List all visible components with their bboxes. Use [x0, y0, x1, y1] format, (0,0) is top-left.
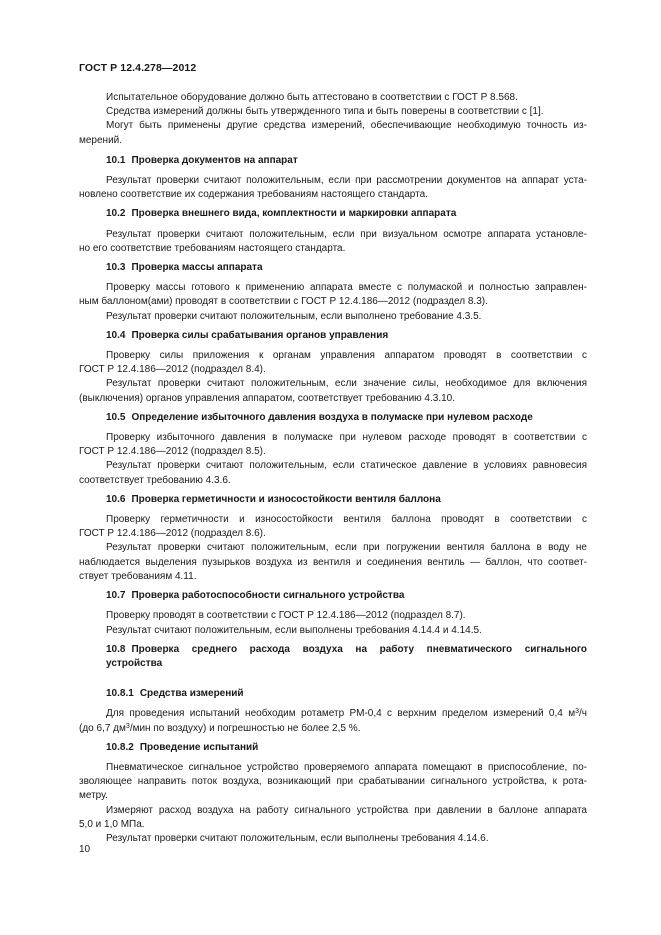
section-number: 10.8.1	[106, 688, 134, 700]
section-number: 10.2	[106, 208, 126, 220]
paragraph-line: ГОСТ Р 12.4.186—2012 (подраздел 8.4).	[79, 364, 266, 376]
paragraph-line: ГОСТ Р 12.4.186—2012 (подраздел 8.5).	[79, 446, 266, 458]
section-title: Проверка герметичности и износостойкости вентиля баллона	[131, 493, 441, 505]
section-number: 10.6	[106, 493, 126, 505]
section-heading-10-7	[79, 589, 587, 603]
section-title: Проверка работоспособности сигнального устройства	[131, 590, 405, 602]
section-title: Проверка внешнего вида, комплектности и маркировки аппарата	[131, 208, 457, 220]
section-title: Проверка силы срабатывания органов управления	[131, 329, 389, 341]
paragraph-line: Проверку силы приложения к органам управления аппаратом проводят в соответствии с	[106, 350, 587, 362]
intro-line: мерений.	[79, 134, 123, 146]
paragraph-line: зволяющее направить поток воздуха, возникающий при срабатывании сигнального устройства, к рота-	[79, 776, 587, 788]
section-heading-10-6	[79, 493, 587, 507]
paragraph-line: (выключения) органов управления аппаратом, соответствует требованию 4.3.10.	[79, 392, 456, 404]
paragraph-line: Для проведения испытаний необходим ротаметр РМ-0,4 с верхним пределом измерений 0,4 $м^3/ч$	[106, 708, 587, 720]
section-heading-10-2	[79, 207, 587, 221]
paragraph-line: Результат проверки считают положительным, если значение силы, необходимое для включения	[106, 378, 587, 390]
paragraph-line: Проверку массы готового к применению аппарата вместе с полумаской и полностью заправлен-	[106, 282, 587, 294]
section-title: Проверка документов на аппарат	[131, 154, 298, 166]
paragraph-line: Проверку герметичности и износостойкости вентиля баллона проводят в соответствии с	[106, 514, 587, 526]
paragraph-line: Измеряют расход воздуха на работу сигнального устройства при давлении в баллоне аппарата	[106, 804, 587, 816]
paragraph-line: ным баллоном(ами) проводят в соответствии с ГОСТ Р 12.4.186—2012 (подраздел 8.3).	[79, 296, 488, 308]
section-number: 10.3	[106, 262, 126, 274]
section-number: 10.8	[106, 643, 126, 655]
paragraph-line: но его соответствие требованиям настоящего стандарта.	[79, 242, 346, 254]
paragraph-line: Проверку проводят в соответствии с ГОСТ Р 12.4.186—2012 (подраздел 8.7).	[106, 610, 466, 622]
paragraph-line: ГОСТ Р 12.4.186—2012 (подраздел 8.6).	[79, 528, 266, 540]
paragraph-line: Результат проверки считают положительным, если при визуальном осмотре аппарата установле-	[106, 228, 587, 240]
section-heading-10-8-1	[79, 687, 587, 701]
paragraph-line: Результат считают положительным, если выполнены требования 4.14.4 и 4.14.5.	[106, 624, 482, 636]
standard-header: ГОСТ Р 12.4.278—2012	[79, 62, 197, 74]
section-title: Средства измерений	[139, 688, 244, 700]
paragraph-line: Проверку избыточного давления в полумаске при нулевом расходе проводят в соответствии с	[106, 432, 587, 444]
section-number: 10.7	[106, 590, 126, 602]
section-heading-10-8	[79, 643, 587, 671]
section-heading-10-3	[79, 261, 587, 275]
paragraph-line: Результат проверки считают положительным, если статическое давление в условиях равновесия	[106, 460, 587, 472]
section-number: 10.5	[106, 411, 126, 423]
section-number: 10.4	[106, 329, 126, 341]
intro-line: Испытательное оборудование должно быть аттестовано в соответствии с ГОСТ Р 8.568.	[106, 92, 518, 103]
paragraph-line: 5,0 и 1,0 МПа.	[79, 818, 145, 830]
paragraph-line: (до 6,7 $дм^3$/мин по воздуху) и погрешностью не более 2,5 %.	[79, 722, 361, 734]
section-heading-10-1	[79, 154, 587, 168]
paragraph-line: соответствует требованию 4.3.6.	[79, 474, 231, 486]
paragraph-line: метру.	[79, 790, 108, 802]
section-heading-10-8-2	[79, 741, 587, 755]
section-number: 10.8.2	[106, 741, 134, 753]
paragraph-line: Результат проверки считают положительным, если выполнены требования 4.14.6.	[106, 832, 489, 844]
paragraph-line: Результат проверки считают положительным, если выполнено требование 4.3.5.	[106, 310, 482, 322]
section-title: Проведение испытаний	[139, 741, 259, 753]
section-number: 10.1	[106, 154, 126, 166]
section-heading-10-5	[79, 411, 587, 425]
section-title: Проверка массы аппарата	[131, 262, 263, 274]
paragraph-line: Пневматическое сигнальное устройство проверяемого аппарата помещают в приспособление, по-	[106, 761, 587, 773]
intro-line: Средства измерений должны быть утвержденного типа и быть поверены в соответствии с [1].	[106, 106, 544, 118]
paragraph-line: новлено соответствие их содержания требованиям настоящего стандарта.	[79, 189, 428, 201]
section-title: Определение избыточного давления воздуха в полумаске при нулевом расходе	[131, 411, 533, 423]
paragraph-line: наблюдается выделения пузырьков воздуха из вентиля и соединения вентиль — баллон, что соответ-	[79, 556, 587, 568]
paragraph-line: Результат проверки считают положительным, если при рассмотрении документов на аппарат уста-	[106, 175, 587, 187]
section-heading-line	[106, 643, 587, 657]
paragraph-line: ствует требованиям 4.11.	[79, 570, 197, 582]
paragraph-line: Результат проверки считают положительным, если при погружении вентиля баллона в воду не	[106, 542, 587, 554]
section-heading-10-4	[79, 329, 587, 343]
section-heading-line: устройства	[106, 657, 163, 669]
intro-line: Могут быть применены другие средства измерений, обеспечивающие необходимую точность из-	[106, 120, 587, 132]
section-title: Проверка среднего расхода воздуха на работу пневматического сигнального	[131, 643, 587, 655]
page-number: 10	[79, 844, 91, 855]
page-content	[79, 91, 587, 846]
